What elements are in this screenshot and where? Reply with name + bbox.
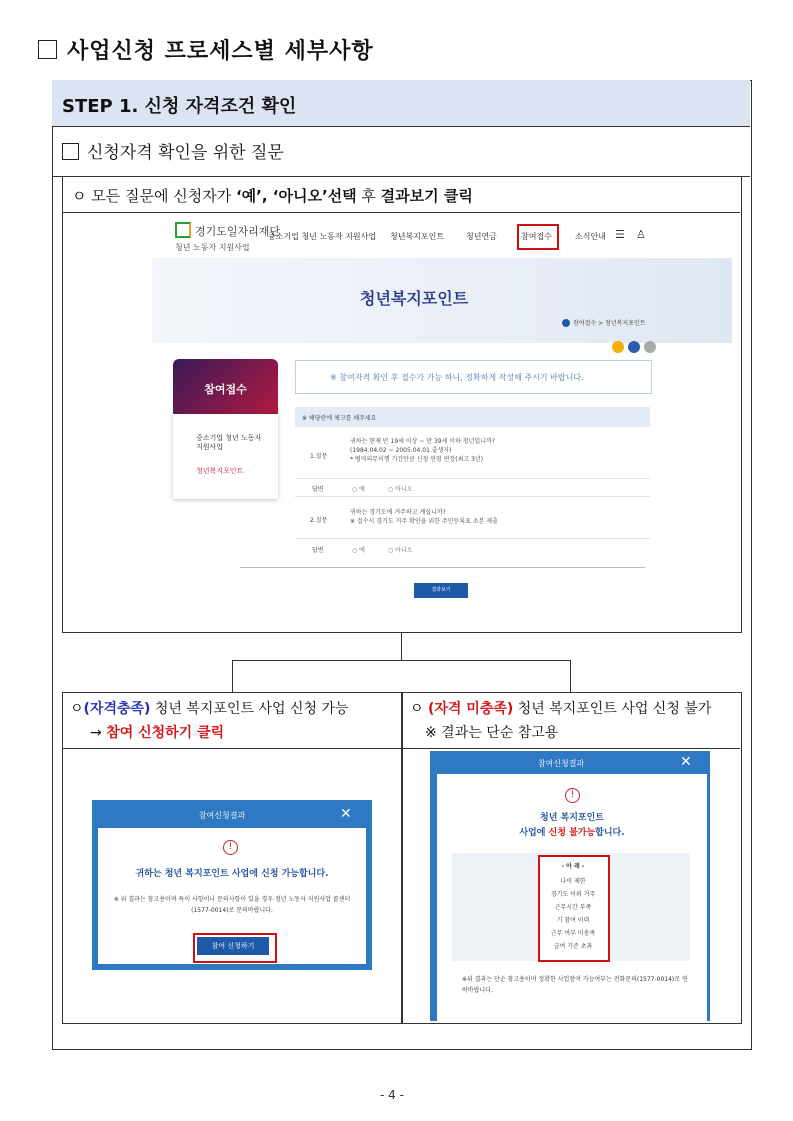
row-divider xyxy=(295,478,650,479)
reason-item: 나이 제한 xyxy=(560,878,586,885)
eligible-text: 청년 복지포인트 사업 신청 가능 xyxy=(150,701,349,717)
answer-2-no[interactable]: ○ 아니오 xyxy=(388,547,413,554)
alert-icon: ! xyxy=(223,840,238,855)
connector-line xyxy=(232,660,571,661)
reason-item: 경기도 이외 거주 xyxy=(550,891,596,898)
logo-mark-icon xyxy=(175,222,191,238)
box-divider xyxy=(62,748,401,749)
eligible-arrow: → xyxy=(90,725,107,741)
result-button[interactable]: 결과보기 xyxy=(414,583,468,598)
message-part: 합니다. xyxy=(595,828,625,838)
reason-item: 기 참여 이력 xyxy=(556,917,590,924)
connector-line xyxy=(401,632,402,660)
nav-highlight-box xyxy=(517,224,559,250)
question-1-line2: (1984.04.02 ~ 2005.04.01 출생자) xyxy=(350,447,452,454)
answer-1-yes[interactable]: ○ 예 xyxy=(352,486,365,493)
table-header-text: ※ 해당란에 체크를 해주세요 xyxy=(302,415,377,422)
sidebar-item-welfare-point[interactable]: 청년복지포인트 xyxy=(196,467,244,475)
ineligible-text: 청년 복지포인트 사업 신청 불가 xyxy=(513,701,712,717)
reason-list-title: - 아 래 - xyxy=(561,863,585,870)
nav-item-pension[interactable]: 청년연금 xyxy=(466,232,497,241)
eligible-bullet: ㅇ xyxy=(70,701,84,717)
ineligible-line2: ※ 결과는 단순 참고용 xyxy=(425,725,559,741)
sidebar-item-youth-worker[interactable]: 중소기업 청년 노동자 지원사업 xyxy=(196,434,262,451)
ineligible-line1 xyxy=(410,698,711,718)
notice-text: ※ 참여자격 확인 후 접수가 가능 하니, 정확하게 작성해 주시기 바랍니다. xyxy=(330,373,584,382)
reason-item: 급여 기준 초과 xyxy=(553,943,593,950)
form-divider xyxy=(240,567,645,568)
question-title xyxy=(62,138,284,163)
question-2-line2: ※ 접수시 경기도 거주 확인을 위한 주민등록표 초본 제출 xyxy=(350,518,498,525)
site-logo[interactable] xyxy=(175,222,280,239)
breadcrumb xyxy=(562,318,646,327)
alert-icon: ! xyxy=(565,788,580,803)
nav-item-news[interactable]: 소식안내 xyxy=(575,232,606,241)
instruction-prefix: ㅇ 모든 질문에 신청자가 xyxy=(72,187,236,205)
row-divider xyxy=(295,538,650,539)
answer-1-yes-text: 예 xyxy=(359,486,365,493)
user-icon[interactable]: ♙ xyxy=(636,228,646,241)
instruction-action: 결과보기 클릭 xyxy=(380,187,473,205)
question-2-text xyxy=(350,508,498,526)
section-heading-text: 사업신청 프로세스별 세부사항 xyxy=(67,39,374,64)
ineligible-modal-message2 xyxy=(437,825,707,838)
eligible-line1 xyxy=(70,698,349,718)
breadcrumb-text: 참여접수 > 청년복지포인트 xyxy=(573,320,646,327)
answer-2-label: 답변 xyxy=(312,547,324,554)
eligible-modal-title: 참여신청결과 xyxy=(198,811,246,820)
ineligible-modal-footer: ※위 결과는 단순 참고용이며 정확한 사업참여 가능여부는 전화문의(1577-0014)로 연락바랍니다. xyxy=(462,976,688,994)
reason-item: 근무시간 부족 xyxy=(554,904,592,911)
connector-line xyxy=(232,660,233,692)
menu-icon[interactable]: ☰ xyxy=(615,228,625,241)
close-icon[interactable]: ✕ xyxy=(680,754,692,770)
question-1-text xyxy=(350,437,495,464)
step-title: STEP 1. 신청 자격조건 확인 xyxy=(62,96,297,117)
question-2-label: 2.질문 xyxy=(310,517,328,524)
kakao-icon[interactable] xyxy=(612,341,624,353)
instruction-mid: 후 xyxy=(356,187,381,205)
hero-title: 청년복지포인트 xyxy=(360,289,469,308)
answer-1-no-text: 아니오 xyxy=(395,486,413,493)
checkbox-square-icon xyxy=(38,40,57,59)
eligible-modal-note: ※ 위 결과는 참고용이며 특이 사항이나 문의사항이 있을 경우 청년 노동자 지원사업 콜센터(1577-0014)로 문의바랍니다. xyxy=(113,896,351,914)
question-2-line1: 귀하는 경기도에 거주하고 계십니까? xyxy=(350,509,446,516)
sidebar-menu xyxy=(173,414,278,499)
apply-button[interactable]: 참여 신청하기 xyxy=(197,937,269,955)
eligible-tag: (자격충족) xyxy=(83,701,151,717)
nav-item-welfare-point[interactable]: 청년복지포인트 xyxy=(390,232,445,241)
section-heading xyxy=(38,34,374,65)
question-1-line1: 귀하는 현재 만 19세 이상 ~ 만 39세 이하 청년입니까? xyxy=(350,438,495,445)
eligible-modal-message: 귀하는 청년 복지포인트 사업에 신청 가능합니다. xyxy=(135,869,329,879)
connector-line xyxy=(570,660,571,692)
reason-item: 근무 여부 미충족 xyxy=(550,930,596,937)
site-logo-sub: 청년 노동자 지원사업 xyxy=(175,243,250,252)
checkbox-square-icon xyxy=(62,143,79,160)
ineligible-bullet: ㅇ xyxy=(410,701,428,717)
answer-2-yes[interactable]: ○ 예 xyxy=(352,547,365,554)
answer-1-no[interactable]: ○ 아니오 xyxy=(388,486,413,493)
ineligible-modal-title: 참여신청결과 xyxy=(537,759,585,768)
screenshot-frame xyxy=(62,176,742,633)
nav-item-apply[interactable]: 참여접수 xyxy=(521,232,552,241)
answer-2-yes-text: 예 xyxy=(359,547,365,554)
close-icon[interactable]: ✕ xyxy=(340,806,352,822)
question-1-line3: * 병역의무이행 기간만큼 신청 연령 연장(최고 3년) xyxy=(350,456,484,463)
sidebar-title: 참여접수 xyxy=(173,359,278,414)
message-part-red: 신청 불가능 xyxy=(548,828,596,838)
print-icon[interactable] xyxy=(644,341,656,353)
row-divider xyxy=(295,496,650,497)
question-title-text: 신청자격 확인을 위한 질문 xyxy=(87,143,284,163)
page-number: - 4 - xyxy=(380,1088,404,1102)
instruction xyxy=(72,185,473,206)
home-icon[interactable] xyxy=(562,319,570,327)
answer-2-no-text: 아니오 xyxy=(395,547,413,554)
eligible-action: 참여 신청하기 클릭 xyxy=(106,725,225,741)
question-1-label: 1.질문 xyxy=(310,453,328,460)
nav-item-youth-worker[interactable]: 중소기업 청년 노동자 지원사업 xyxy=(268,232,377,241)
answer-1-label: 답변 xyxy=(312,486,324,493)
eligible-line2 xyxy=(90,722,224,742)
ineligible-modal-message1: 청년 복지포인트 xyxy=(540,813,604,823)
instruction-options: ‘예’, ‘아니오’선택 xyxy=(235,187,357,205)
site-logo-text: 경기도일자리재단 xyxy=(195,225,281,238)
facebook-icon[interactable] xyxy=(628,341,640,353)
message-part: 사업에 xyxy=(519,828,549,838)
ineligible-tag: (자격 미충족) xyxy=(427,701,514,717)
box-divider xyxy=(401,748,740,749)
